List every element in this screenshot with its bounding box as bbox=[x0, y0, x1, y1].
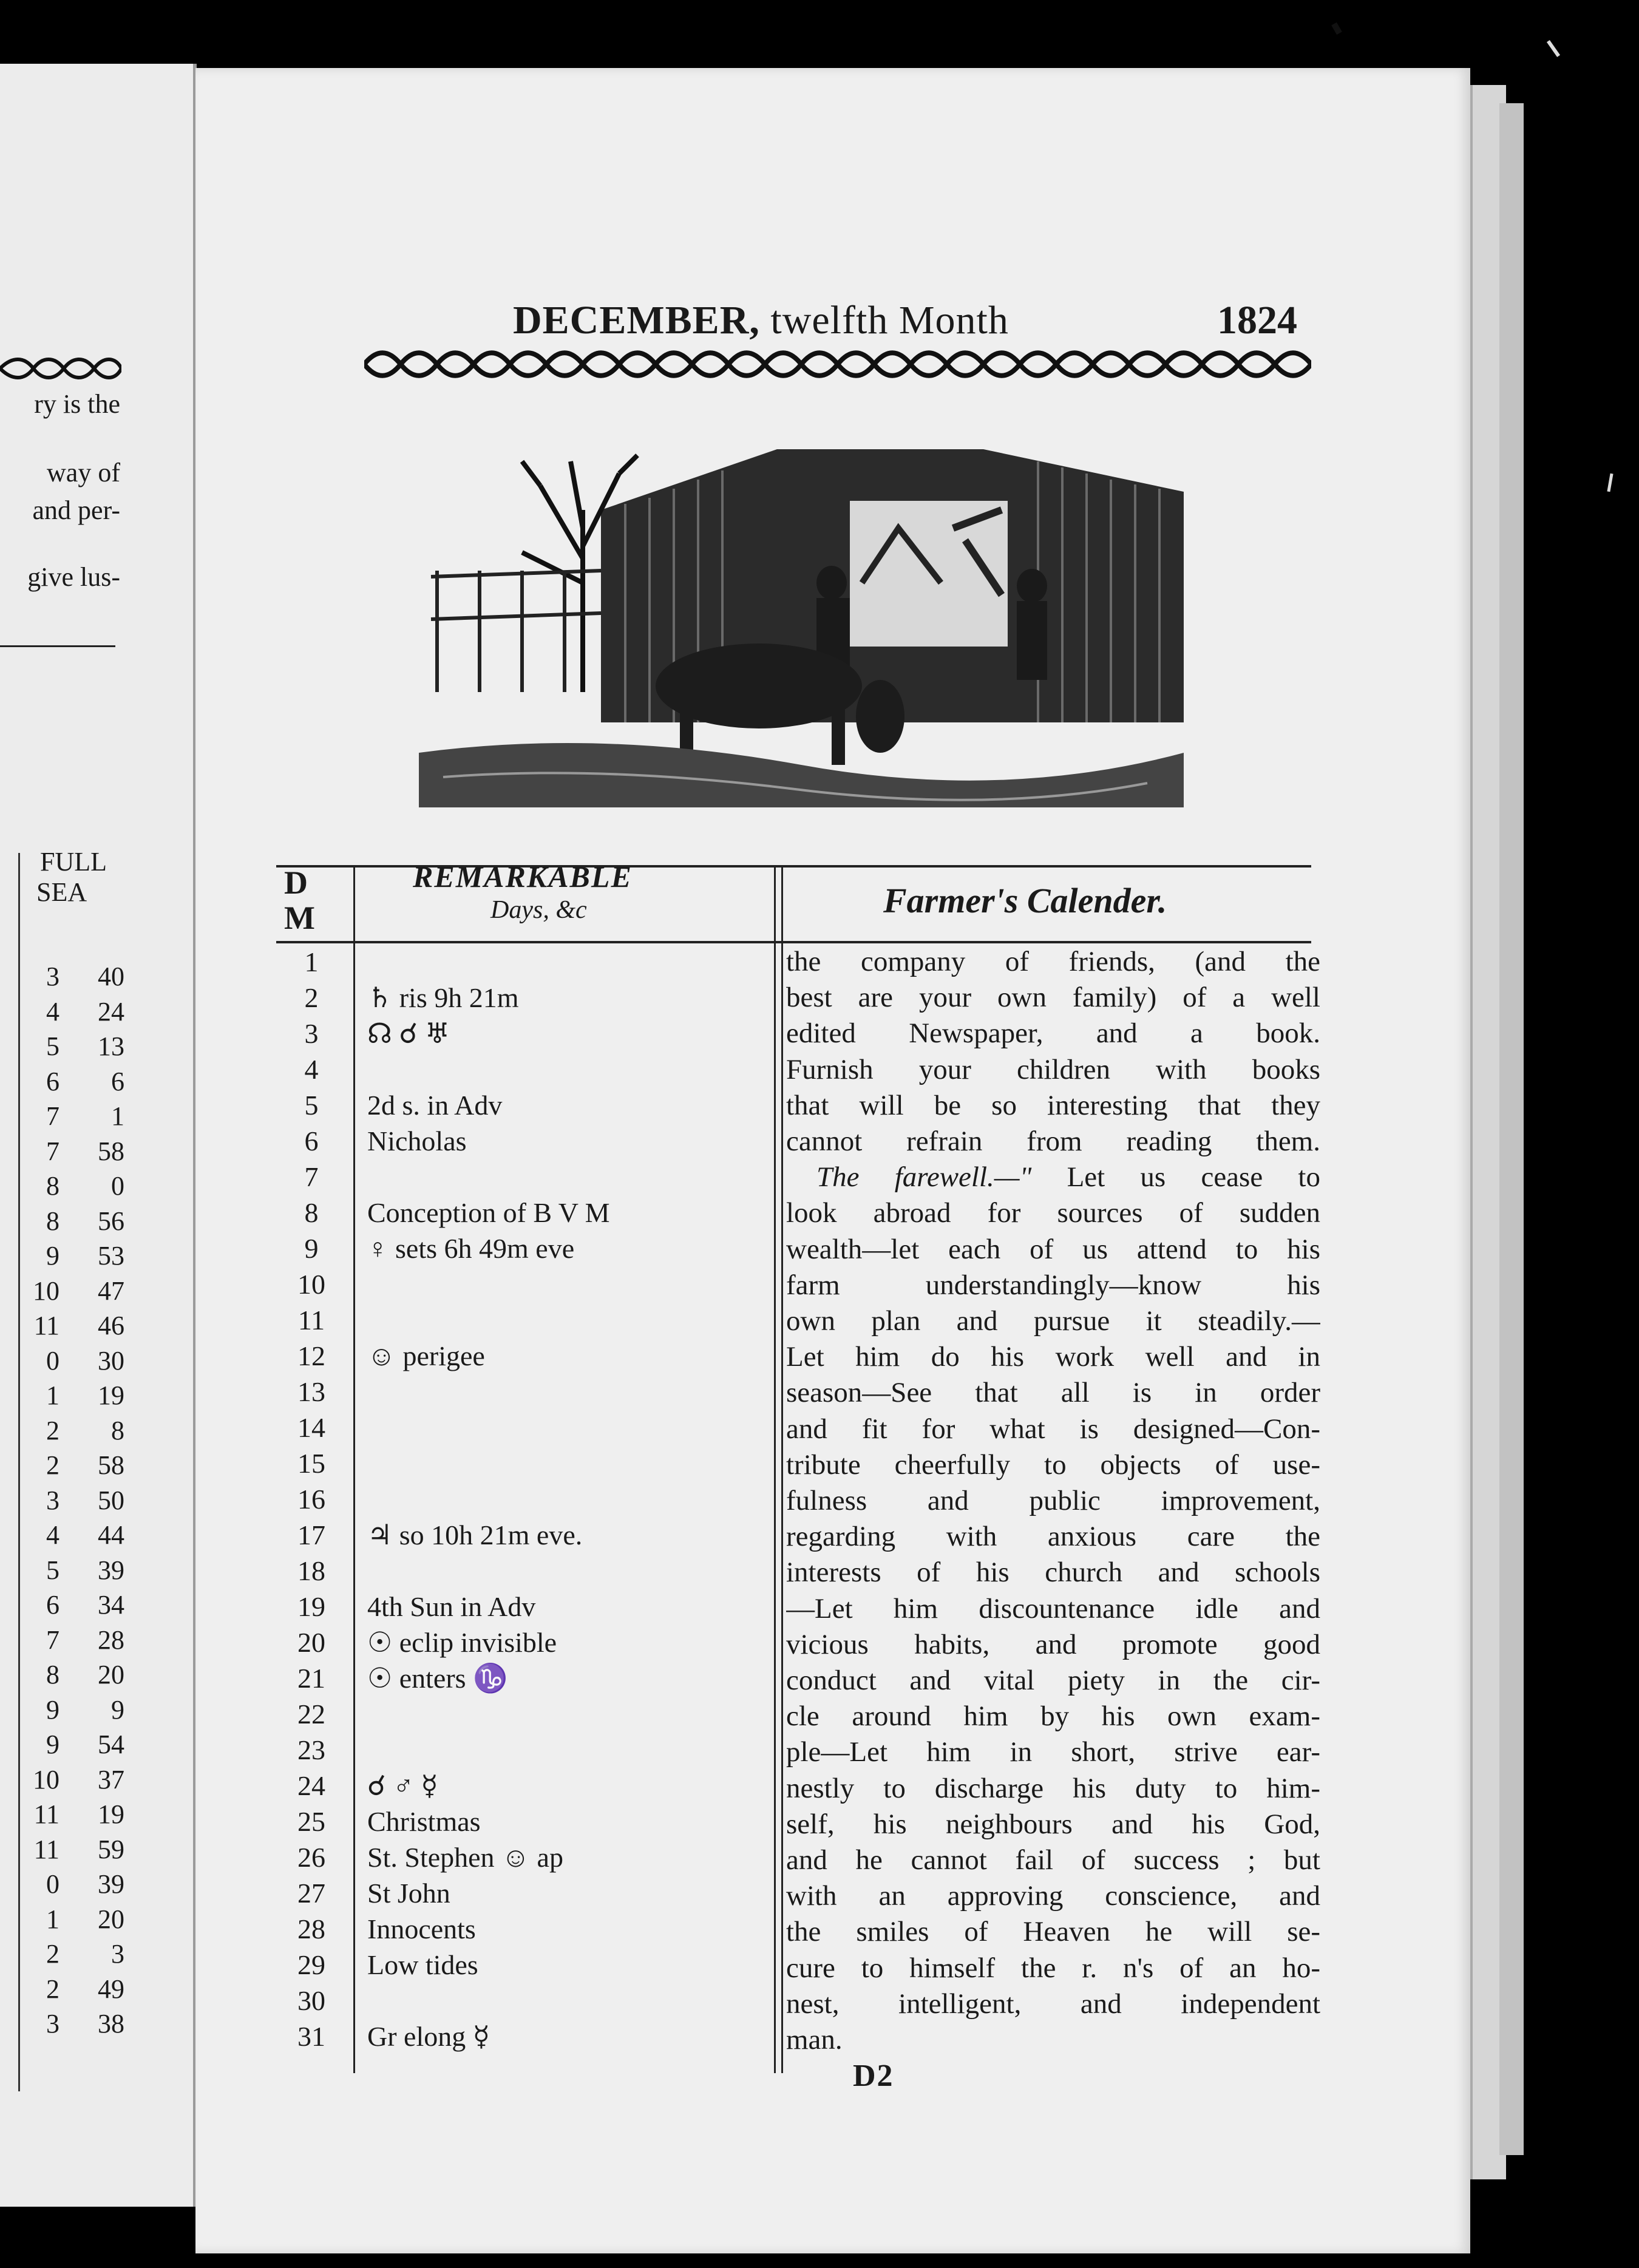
farmer-text-line: cle around him by his own exam- bbox=[786, 1700, 1320, 1733]
left-hour-cell: 2 bbox=[46, 1974, 59, 2004]
left-minute-cell: 58 bbox=[98, 1136, 124, 1166]
table-header-rule bbox=[276, 941, 1311, 943]
day-number: 6 bbox=[304, 1126, 319, 1156]
farmer-text-line: fulness and public improvement, bbox=[786, 1485, 1320, 1517]
day-number: 20 bbox=[297, 1627, 325, 1658]
remarkable-event: 4th Sun in Adv bbox=[367, 1591, 536, 1622]
day-header-d: D bbox=[284, 864, 308, 901]
left-minute-cell: 34 bbox=[98, 1590, 124, 1620]
left-minute-cell: 8 bbox=[111, 1415, 124, 1445]
left-minute-cell: 24 bbox=[98, 996, 124, 1027]
left-hour-cell: 9 bbox=[46, 1730, 59, 1759]
remarkable-event bbox=[367, 1302, 610, 1338]
day-number: 12 bbox=[297, 1340, 325, 1371]
day-number: 15 bbox=[297, 1448, 325, 1479]
day-number: 30 bbox=[297, 1985, 325, 2016]
left-minute-cell: 0 bbox=[111, 1171, 124, 1201]
column-rule-days bbox=[353, 865, 355, 2073]
farmer-text-line: cure to himself the r. n's of an ho- bbox=[786, 1952, 1320, 1984]
left-minute-cell: 3 bbox=[111, 1939, 124, 1969]
left-hour-cell: 1 bbox=[46, 1380, 59, 1410]
day-number: 14 bbox=[297, 1412, 325, 1443]
remarkable-event bbox=[367, 1410, 610, 1445]
left-hour-cell: 7 bbox=[46, 1625, 59, 1655]
day-number: 24 bbox=[297, 1770, 325, 1801]
left-header-sea: SEA bbox=[36, 877, 87, 907]
left-rule bbox=[0, 645, 115, 647]
left-hour-cell: 5 bbox=[46, 1555, 59, 1585]
left-hour-cell: 9 bbox=[46, 1241, 59, 1271]
ornament-border bbox=[364, 346, 1311, 382]
woodcut-illustration bbox=[419, 437, 1184, 807]
day-number: 8 bbox=[304, 1197, 319, 1228]
left-minute-cell: 1 bbox=[111, 1101, 124, 1131]
day-number: 23 bbox=[297, 1734, 325, 1765]
left-hours-column bbox=[23, 959, 59, 2042]
left-minute-cell: 58 bbox=[98, 1450, 124, 1480]
farmer-text-line: wealth—let each of us attend to his bbox=[786, 1233, 1320, 1265]
left-hour-cell: 10 bbox=[33, 1275, 59, 1306]
remarkable-header: REMARKABLE bbox=[413, 860, 633, 894]
farmer-text-line: and fit for what is designed—Con- bbox=[786, 1413, 1320, 1445]
farmer-text-line: and he cannot fail of success ; but bbox=[786, 1844, 1320, 1876]
farmer-text-line: that will be so interesting that they bbox=[786, 1089, 1320, 1121]
left-minute-cell: 54 bbox=[98, 1730, 124, 1759]
remarkable-event: St John bbox=[367, 1878, 450, 1909]
day-number: 1 bbox=[304, 946, 319, 977]
remarkable-event bbox=[367, 1696, 610, 1732]
farmer-text-line: man. bbox=[786, 2024, 843, 2056]
remarkable-event bbox=[367, 1732, 610, 1768]
left-hour-cell: 7 bbox=[46, 1101, 59, 1131]
farmer-text-line: look abroad for sources of sudden bbox=[786, 1197, 1320, 1229]
left-hour-cell: 2 bbox=[46, 1939, 59, 1969]
scan-mark bbox=[1547, 40, 1560, 57]
day-number: 13 bbox=[297, 1376, 325, 1407]
left-header-full: FULL bbox=[40, 847, 107, 877]
remarkable-event bbox=[367, 1445, 610, 1481]
left-minute-cell: 20 bbox=[98, 1660, 124, 1689]
remarkable-event: Low tides bbox=[367, 1949, 478, 1980]
left-fragment: give lus- bbox=[27, 562, 120, 592]
left-minute-cell: 28 bbox=[98, 1625, 124, 1655]
farmer-text-line: farm understandingly—know his bbox=[786, 1269, 1320, 1301]
left-hour-cell: 6 bbox=[46, 1066, 59, 1096]
left-hour-cell: 11 bbox=[33, 1311, 59, 1340]
left-minute-cell: 19 bbox=[98, 1799, 124, 1829]
left-fragment: ry is the bbox=[34, 389, 120, 419]
left-minute-cell: 38 bbox=[98, 2009, 124, 2039]
column-rule-farmer-double bbox=[781, 865, 783, 2073]
left-minute-cell: 37 bbox=[98, 1764, 124, 1794]
day-number: 18 bbox=[297, 1555, 325, 1586]
left-minute-cell: 49 bbox=[98, 1974, 124, 2004]
month-name: DECEMBER, bbox=[513, 298, 760, 342]
remarkable-event: ☉ enters ♑ bbox=[367, 1663, 508, 1694]
remarkable-event bbox=[367, 1553, 610, 1589]
farmer-text-line: cannot refrain from reading them. bbox=[786, 1126, 1320, 1158]
day-number: 2 bbox=[304, 982, 319, 1013]
left-hour-cell: 1 bbox=[46, 1904, 59, 1934]
left-minute-cell: 47 bbox=[98, 1275, 124, 1306]
farmer-text-line: nest, intelligent, and independent bbox=[786, 1988, 1320, 2020]
farmer-text-line: season—See that all is in order bbox=[786, 1377, 1320, 1409]
left-minute-cell: 53 bbox=[98, 1241, 124, 1271]
remarkable-event: ☺ perigee bbox=[367, 1340, 485, 1371]
column-rule-farmer bbox=[774, 865, 776, 2073]
farmer-text-line: ple—Let him in short, strive ear- bbox=[786, 1736, 1320, 1768]
day-number: 26 bbox=[297, 1842, 325, 1873]
left-hour-cell: 9 bbox=[46, 1694, 59, 1725]
farmer-text-line bbox=[786, 1159, 1320, 1195]
day-number: 17 bbox=[297, 1519, 325, 1550]
left-minute-cell: 39 bbox=[98, 1555, 124, 1585]
day-number: 22 bbox=[297, 1699, 325, 1730]
day-column-header bbox=[284, 865, 315, 935]
farmer-text-line: vicious habits, and promote good bbox=[786, 1628, 1320, 1660]
remarkable-days-column bbox=[367, 944, 610, 2054]
left-minute-cell: 30 bbox=[98, 1345, 124, 1376]
day-header-m: M bbox=[284, 900, 315, 936]
remarkable-event: 2d s. in Adv bbox=[367, 1090, 503, 1121]
remarkable-event: Innocents bbox=[367, 1913, 476, 1944]
left-minute-cell: 40 bbox=[98, 962, 124, 991]
day-number: 3 bbox=[304, 1018, 319, 1049]
remarkable-event: Christmas bbox=[367, 1806, 481, 1837]
left-hour-cell: 11 bbox=[33, 1834, 59, 1864]
left-hour-cell: 0 bbox=[46, 1345, 59, 1376]
scan-mark bbox=[1331, 22, 1342, 35]
page-title bbox=[513, 297, 1009, 344]
day-number: 9 bbox=[304, 1233, 319, 1264]
farmer-text-segment: Let us cease to bbox=[1067, 1161, 1320, 1193]
month-subtitle: twelfth Month bbox=[770, 298, 1009, 342]
left-minute-cell: 20 bbox=[98, 1904, 124, 1934]
day-number: 5 bbox=[304, 1090, 319, 1121]
day-number: 21 bbox=[297, 1663, 325, 1694]
remarkable-event: Nicholas bbox=[367, 1126, 467, 1156]
left-ornament-border bbox=[0, 356, 121, 381]
day-number: 10 bbox=[297, 1269, 325, 1300]
farmer-text-line: Furnish your children with books bbox=[786, 1053, 1320, 1085]
farmer-text-line: nestly to discharge his duty to him- bbox=[786, 1772, 1320, 1804]
left-minutes-column bbox=[76, 959, 124, 2042]
day-number: 7 bbox=[304, 1161, 319, 1192]
day-numbers-column bbox=[290, 944, 333, 2054]
farmer-text-line: interests of his church and schools bbox=[786, 1557, 1320, 1589]
remarkable-event: ♀ sets 6h 49m eve bbox=[367, 1233, 575, 1264]
day-number: 28 bbox=[297, 1913, 325, 1944]
remarkable-event bbox=[367, 1983, 610, 2018]
remarkable-event: ♄ ris 9h 21m bbox=[367, 982, 519, 1013]
remarkable-event: ♃ so 10h 21m eve. bbox=[367, 1519, 583, 1550]
left-hour-cell: 3 bbox=[46, 1485, 59, 1515]
farmer-calendar-text bbox=[786, 944, 1320, 2058]
left-minute-cell: 56 bbox=[98, 1206, 124, 1236]
farmer-text-line: —Let him discountenance idle and bbox=[786, 1592, 1320, 1625]
day-number: 11 bbox=[297, 1305, 325, 1336]
remarkable-event bbox=[367, 1051, 610, 1087]
left-minute-cell: 6 bbox=[111, 1066, 124, 1096]
left-hour-cell: 8 bbox=[46, 1206, 59, 1236]
day-number: 29 bbox=[297, 1949, 325, 1980]
left-hour-cell: 2 bbox=[46, 1415, 59, 1445]
left-hour-cell: 3 bbox=[46, 2009, 59, 2039]
left-fragment: and per- bbox=[32, 495, 120, 525]
remarkable-event: ☉ eclip invisible bbox=[367, 1627, 557, 1658]
farmer-text-line: best are your own family) of a well bbox=[786, 982, 1320, 1014]
left-minute-cell: 39 bbox=[98, 1869, 124, 1899]
page-edge-shadow bbox=[1499, 103, 1524, 2155]
remarkable-subheader: Days, &c bbox=[490, 896, 587, 924]
left-minute-cell: 50 bbox=[98, 1485, 124, 1515]
left-hour-cell: 8 bbox=[46, 1171, 59, 1201]
farmer-text-line: the smiles of Heaven he will se- bbox=[786, 1916, 1320, 1948]
farmer-text-line: edited Newspaper, and a book. bbox=[786, 1017, 1320, 1050]
remarkable-event bbox=[367, 1481, 610, 1517]
left-minute-cell: 46 bbox=[98, 1311, 124, 1340]
left-hour-cell: 7 bbox=[46, 1136, 59, 1166]
farewell-lead: The farewell.—" bbox=[816, 1161, 1032, 1193]
left-minute-cell: 19 bbox=[98, 1380, 124, 1410]
left-hour-cell: 4 bbox=[46, 1520, 59, 1550]
left-column-rule bbox=[18, 853, 20, 2091]
remarkable-event: Gr elong ☿ bbox=[367, 2021, 490, 2052]
farmer-text-line: own plan and pursue it steadily.— bbox=[786, 1305, 1320, 1337]
day-number: 31 bbox=[297, 2021, 325, 2052]
remarkable-event bbox=[367, 1159, 610, 1195]
scan-mark bbox=[1607, 474, 1613, 492]
left-hour-cell: 2 bbox=[46, 1450, 59, 1480]
remarkable-event bbox=[367, 1374, 610, 1410]
left-hour-cell: 0 bbox=[46, 1869, 59, 1899]
left-hour-cell: 10 bbox=[33, 1764, 59, 1794]
day-number: 19 bbox=[297, 1591, 325, 1622]
remarkable-event bbox=[367, 944, 610, 980]
day-number: 27 bbox=[297, 1878, 325, 1909]
remarkable-event: ☊ ☌ ♅ bbox=[367, 1018, 450, 1049]
remarkable-event: ☌ ♂ ☿ bbox=[367, 1770, 438, 1801]
remarkable-event bbox=[367, 1266, 610, 1302]
farmer-calendar-header: Farmer's Calender. bbox=[883, 881, 1167, 920]
farmer-text-line: with an approving conscience, and bbox=[786, 1880, 1320, 1912]
left-minute-cell: 13 bbox=[98, 1031, 124, 1061]
farmer-text-line: Let him do his work well and in bbox=[786, 1341, 1320, 1373]
farmer-text-line: the company of friends, (and the bbox=[786, 946, 1320, 977]
day-number: 25 bbox=[297, 1806, 325, 1837]
left-hour-cell: 5 bbox=[46, 1031, 59, 1061]
year: 1824 bbox=[1217, 298, 1297, 342]
left-minute-cell: 59 bbox=[98, 1834, 124, 1864]
farmer-text-line: tribute cheerfully to objects of use- bbox=[786, 1448, 1320, 1481]
remarkable-event: St. Stephen ☺ ap bbox=[367, 1842, 563, 1873]
farmer-text-line: conduct and vital piety in the cir- bbox=[786, 1665, 1320, 1697]
farmer-text-line: self, his neighbours and his God, bbox=[786, 1808, 1320, 1840]
left-page bbox=[0, 64, 197, 2207]
left-fragment: way of bbox=[47, 458, 120, 487]
left-hour-cell: 8 bbox=[46, 1660, 59, 1689]
day-number: 4 bbox=[304, 1054, 319, 1085]
left-minute-cell: 44 bbox=[98, 1520, 124, 1550]
left-hour-cell: 3 bbox=[46, 962, 59, 991]
left-minute-cell: 9 bbox=[111, 1694, 124, 1725]
day-number: 16 bbox=[297, 1484, 325, 1515]
remarkable-event: Conception of B V M bbox=[367, 1197, 610, 1228]
left-hour-cell: 6 bbox=[46, 1590, 59, 1620]
farmer-text-line: regarding with anxious care the bbox=[786, 1521, 1320, 1553]
left-hour-cell: 11 bbox=[33, 1799, 59, 1829]
left-table-header bbox=[36, 847, 107, 908]
page-number: D2 bbox=[853, 2059, 894, 2093]
left-hour-cell: 4 bbox=[46, 996, 59, 1027]
